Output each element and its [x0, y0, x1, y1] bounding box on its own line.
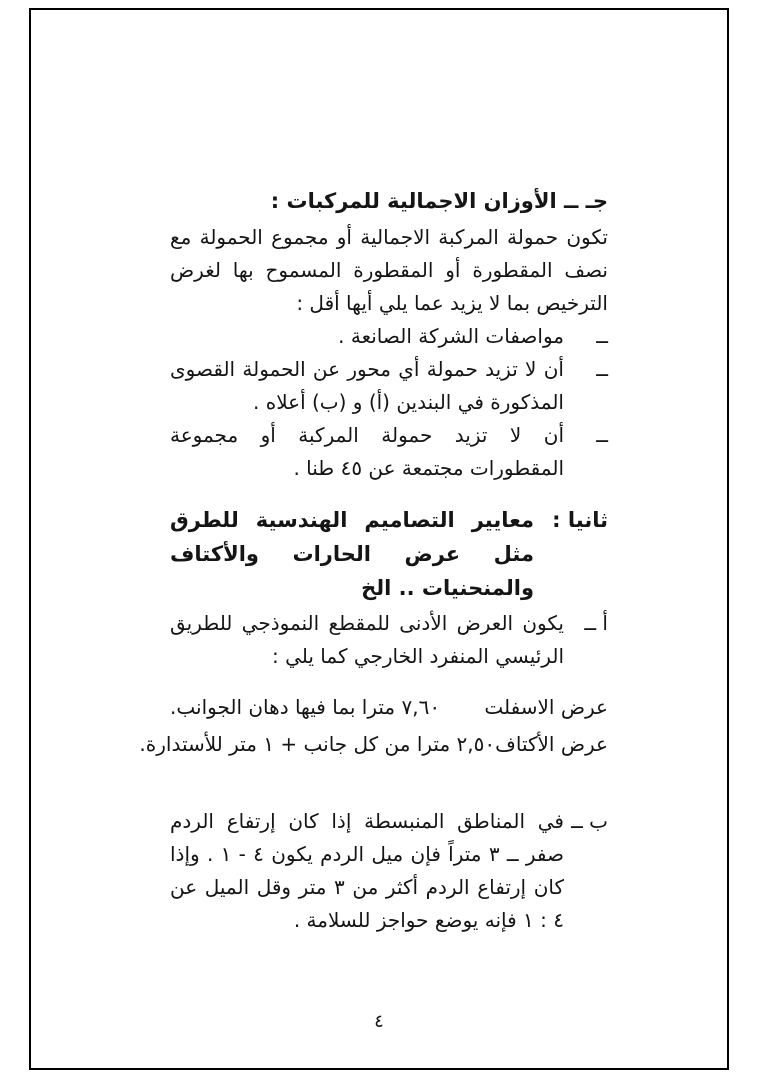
bullet-text: أن لا تزيد حمولة أي محور عن الحمولة القصوى المذكورة في البندين (أ) و (ب) أعلاه .: [170, 357, 564, 414]
section-two-label: ثانيا :: [552, 508, 608, 532]
section-c-bullet-list: [170, 320, 608, 485]
bullet-item-total-45-tons: [170, 419, 608, 485]
section-two-heading-row: [170, 503, 608, 605]
bullet-dash-marker: ــ: [596, 423, 608, 447]
bullet-item-manufacturer-specs: [170, 320, 608, 353]
bullet-dash-marker: ــ: [596, 357, 608, 381]
spec-label-shoulder-width: عرض الأكتاف: [495, 732, 608, 756]
section-c-intro: تكون حمولة المركبة الاجمالية أو مجموع الحمولة مع نصف المقطورة أو المقطورة المسموح بها لغرض الترخيص بما لا يزيد عما يلي أيها أقل :: [170, 225, 608, 315]
page-content: [139, 184, 608, 937]
bullet-text: مواصفات الشركة الصانعة .: [338, 324, 564, 348]
spec-label-asphalt-width: عرض الاسفلت: [484, 695, 608, 719]
spec-row-asphalt-width: [170, 691, 608, 724]
item-a-row: [170, 607, 608, 673]
item-b-text: في المناطق المنبسطة إذا كان إرتفاع الردم صفر ــ ٣ متراً فإن ميل الردم يكون ٤ - ١ . وإذا كان إرتفاع الردم أكثر من ٣ متر وقل الميل عن ٤ : ١ فإنه يوضع حواجز للسلامة .: [170, 809, 565, 932]
spec-row-shoulder-width: [139, 728, 608, 761]
road-width-spec-table: [139, 691, 608, 761]
section-two-heading: معايير التصاميم الهندسية للطرق مثل عرض الحارات والأكتاف والمنحنيات .. الخ: [170, 508, 534, 600]
bullet-dash-marker: ــ: [596, 324, 608, 348]
item-b-marker: ب ــ: [571, 809, 608, 833]
bullet-item-axle-load: [170, 353, 608, 419]
spec-value-shoulder-width: ٢,٥٠ مترا من كل جانب + ١ متر للأستدارة.: [139, 732, 496, 756]
spec-value-asphalt-width: ٧,٦٠ مترا بما فيها دهان الجوانب.: [170, 695, 441, 719]
item-a-marker: أ ــ: [584, 611, 608, 635]
section-c-heading: جـ ــ الأوزان الاجمالية للمركبات :: [270, 189, 608, 213]
item-b-row: [170, 805, 608, 937]
page-number: ٤: [374, 1011, 384, 1032]
item-a-text: يكون العرض الأدنى للمقطع النموذجي للطريق الرئيسي المنفرد الخارجي كما يلي :: [170, 611, 564, 668]
bullet-text: أن لا تزيد حمولة المركبة أو مجموعة المقطورات مجتمعة عن ٤٥ طنا .: [170, 423, 564, 480]
